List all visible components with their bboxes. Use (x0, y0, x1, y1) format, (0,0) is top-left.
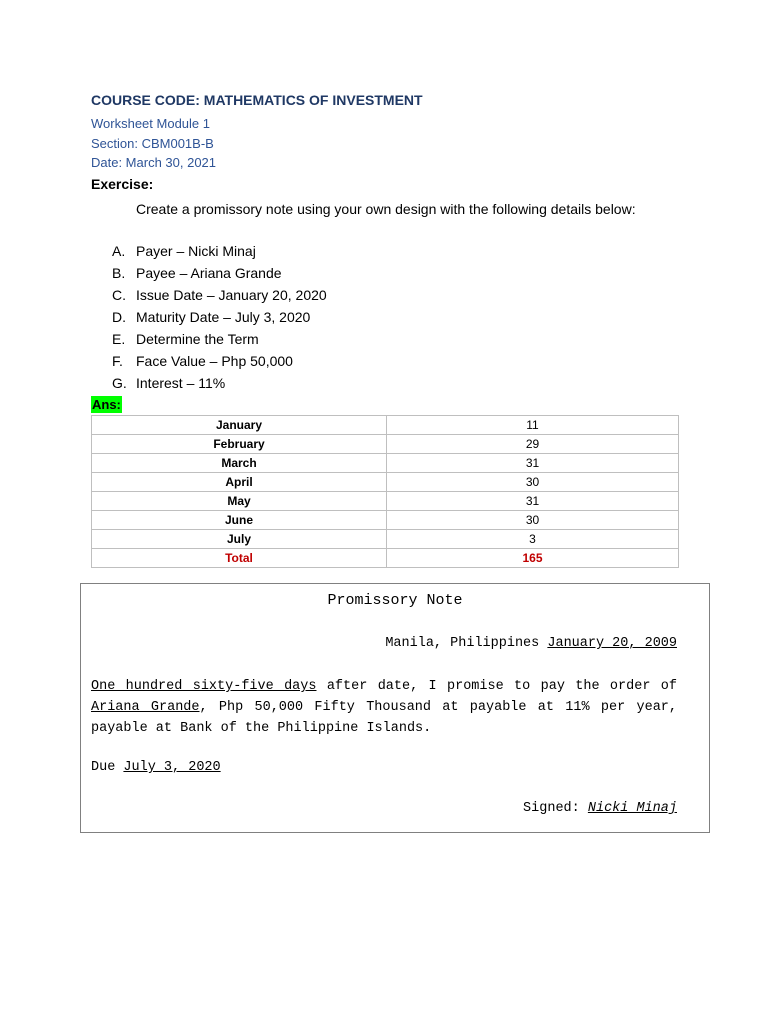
note-due-date: July 3, 2020 (123, 760, 221, 775)
total-value-cell: 165 (387, 549, 679, 568)
list-item (112, 350, 327, 372)
list-item-letter: A. (112, 243, 126, 259)
month-cell: July (92, 530, 387, 549)
days-table (91, 415, 679, 568)
list-item-text: Payer – Nicki Minaj (136, 243, 256, 259)
list-item-text: Issue Date – January 20, 2020 (136, 287, 327, 303)
days-cell: 30 (387, 473, 679, 492)
list-item (112, 328, 327, 350)
exercise-label: Exercise: (91, 176, 154, 192)
list-item-letter: F. (112, 353, 123, 369)
note-body (91, 676, 677, 739)
exercise-instruction: Create a promissory note using your own design with the following details below: (136, 201, 636, 217)
month-cell: May (92, 492, 387, 511)
note-signed-label: Signed: (523, 801, 580, 816)
date-label: Date: March 30, 2021 (91, 155, 217, 170)
list-item (112, 372, 327, 394)
note-term-words: One hundred sixty-five days (91, 679, 317, 694)
list-item-text: Face Value – Php 50,000 (136, 353, 293, 369)
table-row (92, 454, 679, 473)
list-item-letter: C. (112, 287, 126, 303)
list-item (112, 284, 327, 306)
table-row (92, 492, 679, 511)
worksheet-module: Worksheet Module 1 (91, 116, 210, 131)
list-item-text: Payee – Ariana Grande (136, 265, 282, 281)
list-item (112, 240, 327, 262)
month-cell: April (92, 473, 387, 492)
days-cell: 11 (387, 416, 679, 435)
table-row (92, 416, 679, 435)
month-cell: June (92, 511, 387, 530)
note-body-part1: after date, I promise to pay the order of (316, 679, 677, 694)
note-signature (523, 801, 677, 816)
table-row (92, 511, 679, 530)
month-cell: February (92, 435, 387, 454)
note-payee: Ariana Grande (91, 700, 200, 715)
promissory-note-box (80, 583, 710, 833)
days-cell: 31 (387, 492, 679, 511)
list-item-text: Interest – 11% (136, 375, 226, 391)
days-cell: 31 (387, 454, 679, 473)
table-row (92, 435, 679, 454)
table-row (92, 530, 679, 549)
total-row (92, 549, 679, 568)
month-cell: March (92, 454, 387, 473)
list-item-letter: G. (112, 375, 127, 391)
note-due-label: Due (91, 760, 116, 775)
list-item-text: Maturity Date – July 3, 2020 (136, 309, 311, 325)
note-due (91, 760, 221, 775)
list-item (112, 306, 327, 328)
answer-label: Ans: (92, 397, 121, 412)
days-cell: 30 (387, 511, 679, 530)
list-item-text: Determine the Term (136, 331, 259, 347)
list-item-letter: B. (112, 265, 126, 281)
course-code-heading: COURSE CODE: MATHEMATICS OF INVESTMENT (91, 92, 423, 108)
list-item-letter: E. (112, 331, 126, 347)
month-cell: January (92, 416, 387, 435)
table-row (92, 473, 679, 492)
section-label: Section: CBM001B-B (91, 136, 214, 151)
note-title: Promissory Note (327, 592, 463, 609)
list-item-letter: D. (112, 309, 126, 325)
days-cell: 3 (387, 530, 679, 549)
note-issue-date: January 20, 2009 (547, 636, 677, 651)
total-label-cell: Total (92, 549, 387, 568)
note-place: Manila, Philippines (385, 636, 540, 651)
note-signer: Nicki Minaj (587, 801, 677, 816)
days-cell: 29 (387, 435, 679, 454)
note-place-date (385, 636, 677, 651)
details-list (112, 240, 327, 394)
list-item (112, 262, 327, 284)
note-body-part2: , Php 50,000 Fifty Thousand at payable at 11% per year, payable at Bank of the Philippine Islands. (91, 700, 677, 736)
